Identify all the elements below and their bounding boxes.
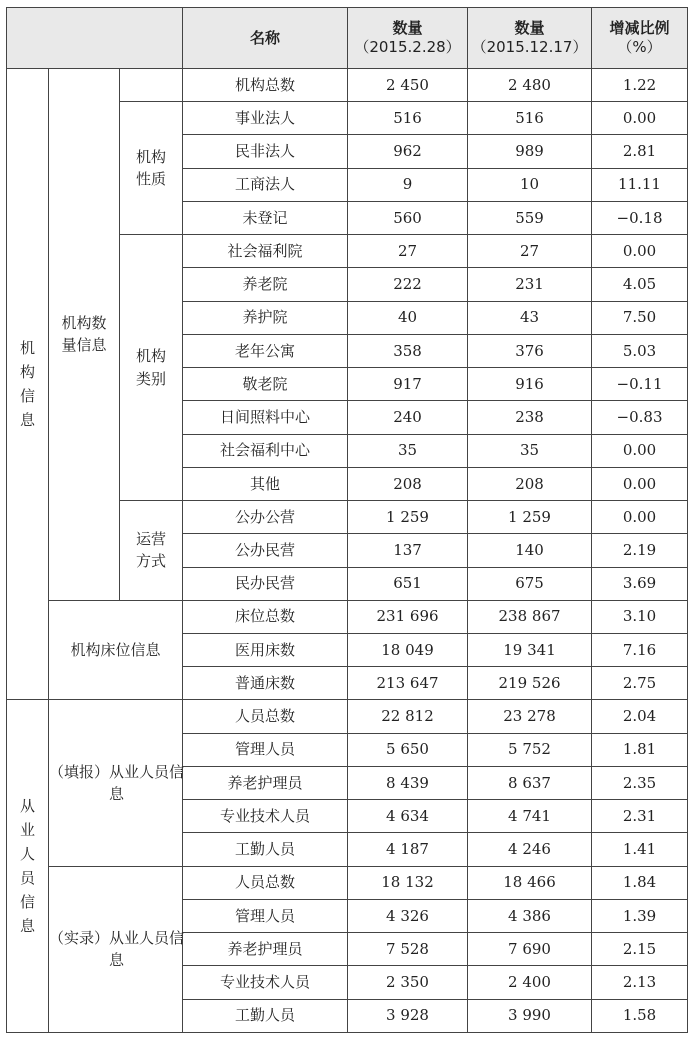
row-name: 日间照料中心 xyxy=(183,401,348,434)
row-value-dec: 10 xyxy=(468,168,592,201)
row-value-feb: 213 647 xyxy=(348,667,468,700)
row-value-feb: 3 928 xyxy=(348,999,468,1032)
row-value-feb: 4 187 xyxy=(348,833,468,866)
row-name: 养护院 xyxy=(183,301,348,334)
row-name: 管理人员 xyxy=(183,899,348,932)
row-name: 工勤人员 xyxy=(183,999,348,1032)
row-value-dec: 27 xyxy=(468,235,592,268)
row-change: −0.11 xyxy=(592,368,688,401)
row-change: 2.35 xyxy=(592,766,688,799)
row-value-dec: 208 xyxy=(468,467,592,500)
header-name: 名称 xyxy=(183,8,348,69)
table-row xyxy=(7,866,688,899)
row-change: 2.04 xyxy=(592,700,688,733)
group-org-type: 机构类别 xyxy=(120,235,183,501)
row-name: 工勤人员 xyxy=(183,833,348,866)
row-name: 工商法人 xyxy=(183,168,348,201)
row-change: 2.19 xyxy=(592,534,688,567)
group-org-nature: 机构性质 xyxy=(120,102,183,235)
row-name: 机构总数 xyxy=(183,69,348,102)
row-name: 养老院 xyxy=(183,268,348,301)
row-name: 敬老院 xyxy=(183,368,348,401)
row-value-dec: 238 867 xyxy=(468,600,592,633)
row-name: 其他 xyxy=(183,467,348,500)
row-name: 医用床数 xyxy=(183,633,348,666)
row-value-feb: 516 xyxy=(348,102,468,135)
row-value-dec: 19 341 xyxy=(468,633,592,666)
row-value-dec: 18 466 xyxy=(468,866,592,899)
row-name: 人员总数 xyxy=(183,700,348,733)
row-value-feb: 358 xyxy=(348,334,468,367)
row-value-feb: 18 132 xyxy=(348,866,468,899)
row-value-dec: 989 xyxy=(468,135,592,168)
row-name: 老年公寓 xyxy=(183,334,348,367)
row-name: 养老护理员 xyxy=(183,766,348,799)
row-value-dec: 23 278 xyxy=(468,700,592,733)
row-value-dec: 1 259 xyxy=(468,501,592,534)
row-change: −0.18 xyxy=(592,201,688,234)
row-change: −0.83 xyxy=(592,401,688,434)
row-change: 1.81 xyxy=(592,733,688,766)
row-change: 1.41 xyxy=(592,833,688,866)
table-row xyxy=(7,69,688,102)
row-change: 0.00 xyxy=(592,434,688,467)
row-value-dec: 3 990 xyxy=(468,999,592,1032)
row-value-dec: 559 xyxy=(468,201,592,234)
row-change: 0.00 xyxy=(592,235,688,268)
row-change: 7.16 xyxy=(592,633,688,666)
row-change: 0.00 xyxy=(592,467,688,500)
table-row xyxy=(7,600,688,633)
table-row xyxy=(7,700,688,733)
row-value-feb: 22 812 xyxy=(348,700,468,733)
row-value-feb: 2 350 xyxy=(348,966,468,999)
row-change: 2.15 xyxy=(592,933,688,966)
row-name: 社会福利中心 xyxy=(183,434,348,467)
row-name: 专业技术人员 xyxy=(183,800,348,833)
row-change: 2.31 xyxy=(592,800,688,833)
row-value-feb: 5 650 xyxy=(348,733,468,766)
row-change: 5.03 xyxy=(592,334,688,367)
row-value-feb: 4 326 xyxy=(348,899,468,932)
header-blank xyxy=(7,8,183,69)
row-value-dec: 2 480 xyxy=(468,69,592,102)
row-name: 公办公营 xyxy=(183,501,348,534)
row-change: 1.39 xyxy=(592,899,688,932)
row-change: 0.00 xyxy=(592,501,688,534)
row-name: 普通床数 xyxy=(183,667,348,700)
statistics-table xyxy=(6,7,688,1033)
row-change: 1.58 xyxy=(592,999,688,1032)
row-change: 2.81 xyxy=(592,135,688,168)
row-name: 专业技术人员 xyxy=(183,966,348,999)
row-value-dec: 376 xyxy=(468,334,592,367)
row-name: 公办民营 xyxy=(183,534,348,567)
row-value-feb: 917 xyxy=(348,368,468,401)
group-operation-mode: 运营方式 xyxy=(120,501,183,601)
row-value-dec: 7 690 xyxy=(468,933,592,966)
row-value-dec: 238 xyxy=(468,401,592,434)
row-value-feb: 962 xyxy=(348,135,468,168)
row-value-dec: 916 xyxy=(468,368,592,401)
row-change: 2.75 xyxy=(592,667,688,700)
group-bed-info: 机构床位信息 xyxy=(49,600,183,700)
row-name: 管理人员 xyxy=(183,733,348,766)
row-name: 民非法人 xyxy=(183,135,348,168)
row-name: 民办民营 xyxy=(183,567,348,600)
group-reported-staff: （填报）从业人员信息 xyxy=(49,700,183,866)
row-change: 2.13 xyxy=(592,966,688,999)
row-value-dec: 140 xyxy=(468,534,592,567)
row-name: 未登记 xyxy=(183,201,348,234)
header-change-ratio: 增减比例 （%） xyxy=(592,8,688,69)
group-staff-info: 从业人员信息 xyxy=(7,700,49,1033)
row-value-feb: 240 xyxy=(348,401,468,434)
row-value-feb: 2 450 xyxy=(348,69,468,102)
row-value-feb: 222 xyxy=(348,268,468,301)
group-org-info: 机构信息 xyxy=(7,69,49,700)
row-change: 3.69 xyxy=(592,567,688,600)
row-value-feb: 7 528 xyxy=(348,933,468,966)
row-change: 7.50 xyxy=(592,301,688,334)
row-value-dec: 2 400 xyxy=(468,966,592,999)
row-value-feb: 18 049 xyxy=(348,633,468,666)
row-value-dec: 231 xyxy=(468,268,592,301)
row-name: 社会福利院 xyxy=(183,235,348,268)
row-value-feb: 137 xyxy=(348,534,468,567)
row-value-dec: 4 741 xyxy=(468,800,592,833)
row-value-feb: 27 xyxy=(348,235,468,268)
group-recorded-staff: （实录）从业人员信息 xyxy=(49,866,183,1032)
row-change: 0.00 xyxy=(592,102,688,135)
row-value-feb: 35 xyxy=(348,434,468,467)
row-value-feb: 1 259 xyxy=(348,501,468,534)
row-value-dec: 675 xyxy=(468,567,592,600)
row-value-feb: 9 xyxy=(348,168,468,201)
row-value-feb: 4 634 xyxy=(348,800,468,833)
header-count-dec: 数量 （2015.12.17） xyxy=(468,8,592,69)
row-value-feb: 8 439 xyxy=(348,766,468,799)
group-org-count-info: 机构数量信息 xyxy=(49,69,120,601)
row-change: 1.84 xyxy=(592,866,688,899)
row-value-feb: 651 xyxy=(348,567,468,600)
row-value-dec: 43 xyxy=(468,301,592,334)
group-empty xyxy=(120,69,183,102)
row-value-dec: 516 xyxy=(468,102,592,135)
row-name: 人员总数 xyxy=(183,866,348,899)
row-value-feb: 40 xyxy=(348,301,468,334)
row-value-dec: 8 637 xyxy=(468,766,592,799)
row-name: 事业法人 xyxy=(183,102,348,135)
row-change: 4.05 xyxy=(592,268,688,301)
row-value-feb: 231 696 xyxy=(348,600,468,633)
row-value-dec: 5 752 xyxy=(468,733,592,766)
row-value-dec: 4 246 xyxy=(468,833,592,866)
row-value-feb: 560 xyxy=(348,201,468,234)
header-count-feb: 数量 （2015.2.28） xyxy=(348,8,468,69)
row-change: 3.10 xyxy=(592,600,688,633)
row-name: 床位总数 xyxy=(183,600,348,633)
row-change: 1.22 xyxy=(592,69,688,102)
row-name: 养老护理员 xyxy=(183,933,348,966)
row-value-dec: 35 xyxy=(468,434,592,467)
row-value-feb: 208 xyxy=(348,467,468,500)
row-value-dec: 4 386 xyxy=(468,899,592,932)
row-value-dec: 219 526 xyxy=(468,667,592,700)
row-change: 11.11 xyxy=(592,168,688,201)
header-row xyxy=(7,8,688,69)
